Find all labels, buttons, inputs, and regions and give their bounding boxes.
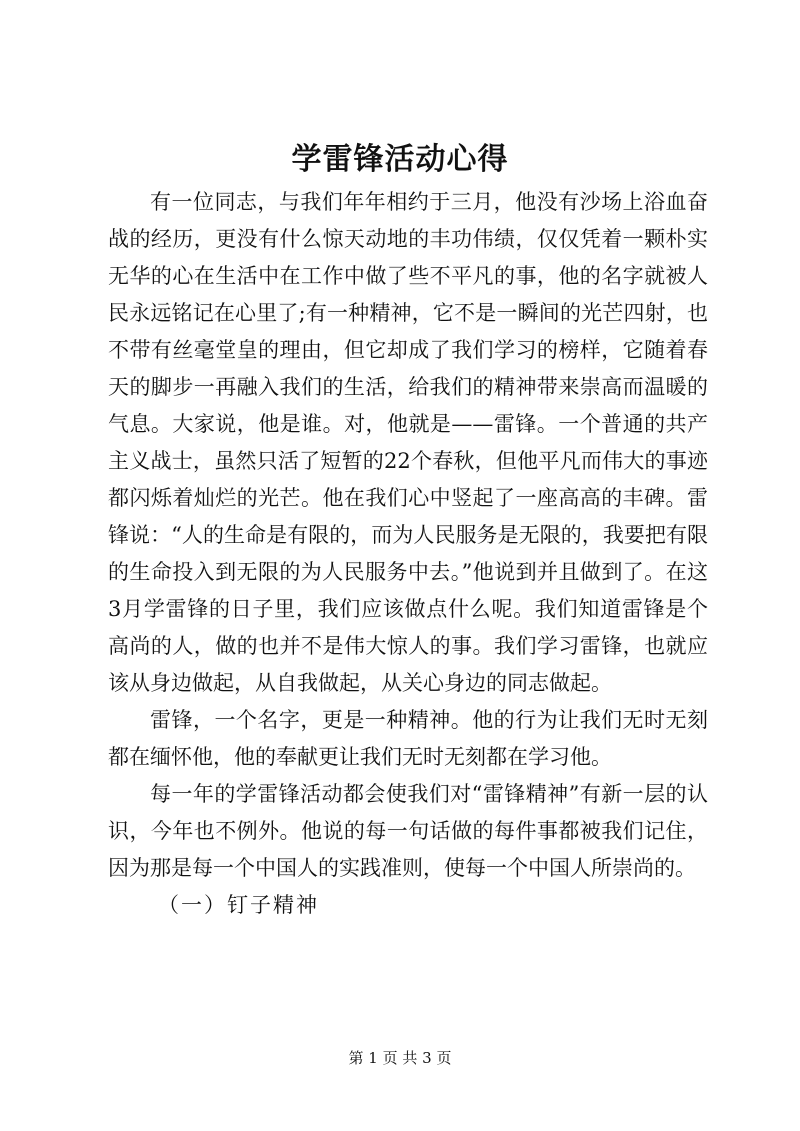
paragraph-1: 有一位同志，与我们年年相约于三月，他没有沙场上浴血奋战的经历，更没有什么惊天动地的丰功伟绩，仅仅凭着一颗朴实无华的心在生活中在工作中做了些不平凡的事，他的名字就被人民永远铭记在心里了;有一种精神，它不是一瞬间的光芒四射，也不带有丝毫堂皇的理由，但它却成了我们学习的榜样，它随着春天的脚步一再融入我们的生活，给我们的精神带来崇高而温暖的气息。大家说，他是谁。对，他就是——雷锋。一个普通的共产主义战士，虽然只活了短暂的22个春秋，但他平凡而伟大的事迹都闪烁着灿烂的光芒。他在我们心中竖起了一座高高的丰碑。雷锋说：“人的生命是有限的，而为人民服务是无限的，我要把有限的生命投入到无限的为人民服务中去。”他说到并且做到了。在这3月学雷锋的日子里，我们应该做点什么呢。我们知道雷锋是个高尚的人，做的也并不是伟大惊人的事。我们学习雷锋，也就应该从身边做起，从自我做起，从关心身边的同志做起。 (108, 190, 708, 695)
paragraph-3: 每一年的学雷锋活动都会使我们对“雷锋精神”有新一层的认识，今年也不例外。他说的每一句话做的每件事都被我们记住，因为那是每一个中国人的实践准则，使每一个中国人所崇尚的。 (108, 782, 708, 880)
document-title: 学雷锋活动心得 (291, 142, 509, 177)
section-heading: （一）钉子精神 (158, 893, 319, 917)
document-body (108, 184, 708, 924)
paragraph-2: 雷锋，一个名字，更是一种精神。他的行为让我们无时无刻都在缅怀他，他的奉献更让我们无时无刻都在学习他。 (108, 708, 708, 769)
page-number-footer: 第 1 页 共 3 页 (348, 1049, 452, 1067)
